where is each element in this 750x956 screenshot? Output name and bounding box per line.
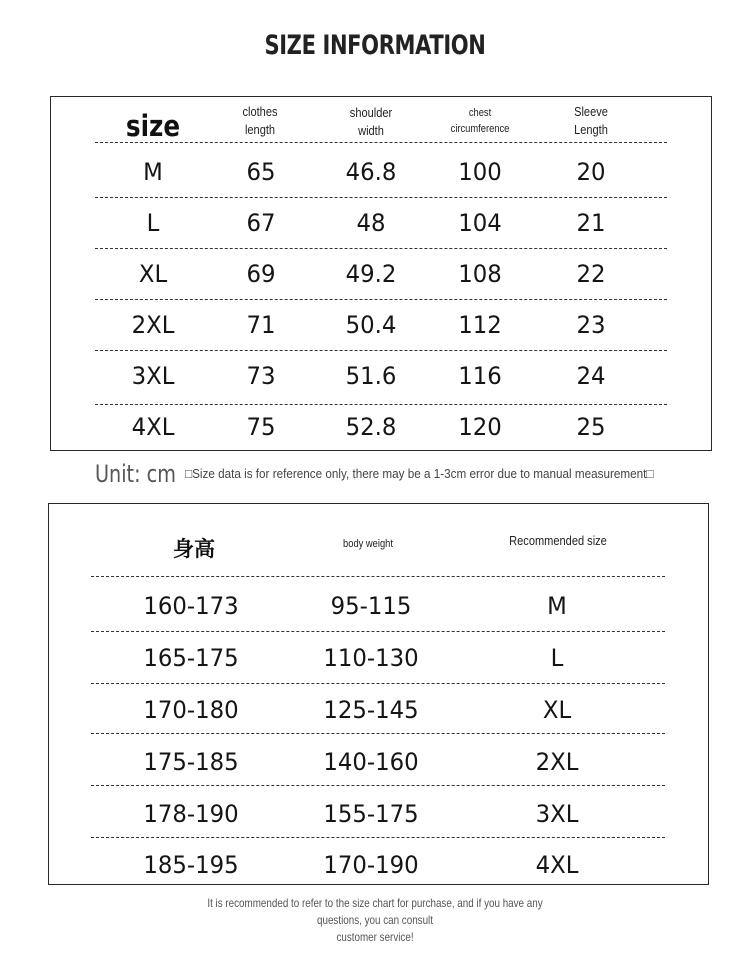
cell-clothes-length: 67 (246, 209, 276, 237)
header-shoulder-width (350, 104, 392, 140)
page-title: SIZE INFORMATION (264, 30, 486, 61)
cell-height: 170-180 (143, 696, 239, 724)
cell-weight: 110-130 (323, 644, 419, 672)
cell-clothes-length: 71 (246, 311, 276, 339)
divider (95, 299, 667, 300)
cell-chest: 108 (458, 260, 502, 288)
unit-label: Unit: cm (95, 460, 176, 488)
cell-recommended-size: M (547, 592, 567, 620)
cell-clothes-length: 73 (246, 362, 276, 390)
footer-note (150, 895, 600, 946)
cell-shoulder-width: 49.2 (345, 260, 397, 288)
cell-chest: 112 (458, 311, 502, 339)
cell-chest: 100 (458, 158, 502, 186)
header-line: chest (468, 107, 492, 119)
cell-clothes-length: 69 (246, 260, 276, 288)
cell-size: L (146, 209, 160, 237)
header-height: 身高 (173, 537, 215, 561)
cell-weight: 155-175 (323, 800, 419, 828)
cell-shoulder-width: 50.4 (345, 311, 397, 339)
cell-weight: 140-160 (323, 748, 419, 776)
cell-clothes-length: 75 (246, 413, 276, 441)
cell-clothes-length: 65 (246, 158, 276, 186)
cell-sleeve: 25 (576, 413, 606, 441)
header-clothes-length (242, 103, 277, 139)
divider (95, 248, 667, 249)
header-sleeve-length (574, 103, 608, 139)
measurement-note: □Size data is for reference only, there may be a 1-3cm error due to manual measurement□ (185, 466, 654, 481)
header-line: Sleeve (574, 104, 608, 119)
footer-line: customer service! (336, 930, 414, 944)
header-line: Length (574, 122, 608, 137)
cell-recommended-size: 4XL (535, 851, 579, 879)
header-line: width (358, 123, 384, 138)
cell-weight: 95-115 (330, 592, 412, 620)
cell-size: XL (138, 260, 168, 288)
cell-sleeve: 23 (576, 311, 606, 339)
cell-weight: 170-190 (323, 851, 419, 879)
divider (95, 197, 667, 198)
cell-recommended-size: L (550, 644, 564, 672)
divider (91, 785, 665, 786)
cell-recommended-size: 2XL (535, 748, 579, 776)
cell-size: 3XL (131, 362, 175, 390)
divider (91, 576, 665, 577)
cell-shoulder-width: 48 (356, 209, 386, 237)
divider (91, 683, 665, 684)
cell-sleeve: 21 (576, 209, 606, 237)
cell-height: 175-185 (143, 748, 239, 776)
cell-recommended-size: 3XL (535, 800, 579, 828)
cell-height: 185-195 (143, 851, 239, 879)
cell-size: 2XL (131, 311, 175, 339)
cell-sleeve: 24 (576, 362, 606, 390)
header-recommended-size: Recommended size (509, 533, 607, 548)
cell-chest: 104 (458, 209, 502, 237)
cell-recommended-size: XL (542, 696, 572, 724)
cell-shoulder-width: 52.8 (345, 413, 397, 441)
header-line: shoulder (349, 105, 393, 120)
cell-height: 165-175 (143, 644, 239, 672)
cell-size: M (143, 158, 163, 186)
header-size: size (125, 109, 181, 143)
size-table (50, 96, 712, 451)
divider (91, 837, 665, 838)
header-line: clothes (242, 104, 278, 119)
cell-sleeve: 22 (576, 260, 606, 288)
divider (95, 142, 667, 143)
cell-height: 178-190 (143, 800, 239, 828)
cell-chest: 116 (458, 362, 502, 390)
header-body-weight: body weight (343, 538, 393, 550)
cell-shoulder-width: 46.8 (345, 158, 397, 186)
unit-label-row (95, 460, 196, 488)
divider (95, 404, 667, 405)
cell-size: 4XL (131, 413, 175, 441)
cell-sleeve: 20 (576, 158, 606, 186)
divider (91, 631, 665, 632)
header-line: circumference (450, 123, 510, 135)
footer-line: It is recommended to refer to the size chart for purchase, and if you have any questions, you can consult (207, 896, 543, 927)
cell-weight: 125-145 (323, 696, 419, 724)
divider (95, 350, 667, 351)
cell-chest: 120 (458, 413, 502, 441)
divider (91, 733, 665, 734)
cell-shoulder-width: 51.6 (345, 362, 397, 390)
cell-height: 160-173 (143, 592, 239, 620)
header-chest (451, 105, 510, 137)
recommend-table (48, 503, 709, 885)
header-line: length (244, 122, 276, 137)
